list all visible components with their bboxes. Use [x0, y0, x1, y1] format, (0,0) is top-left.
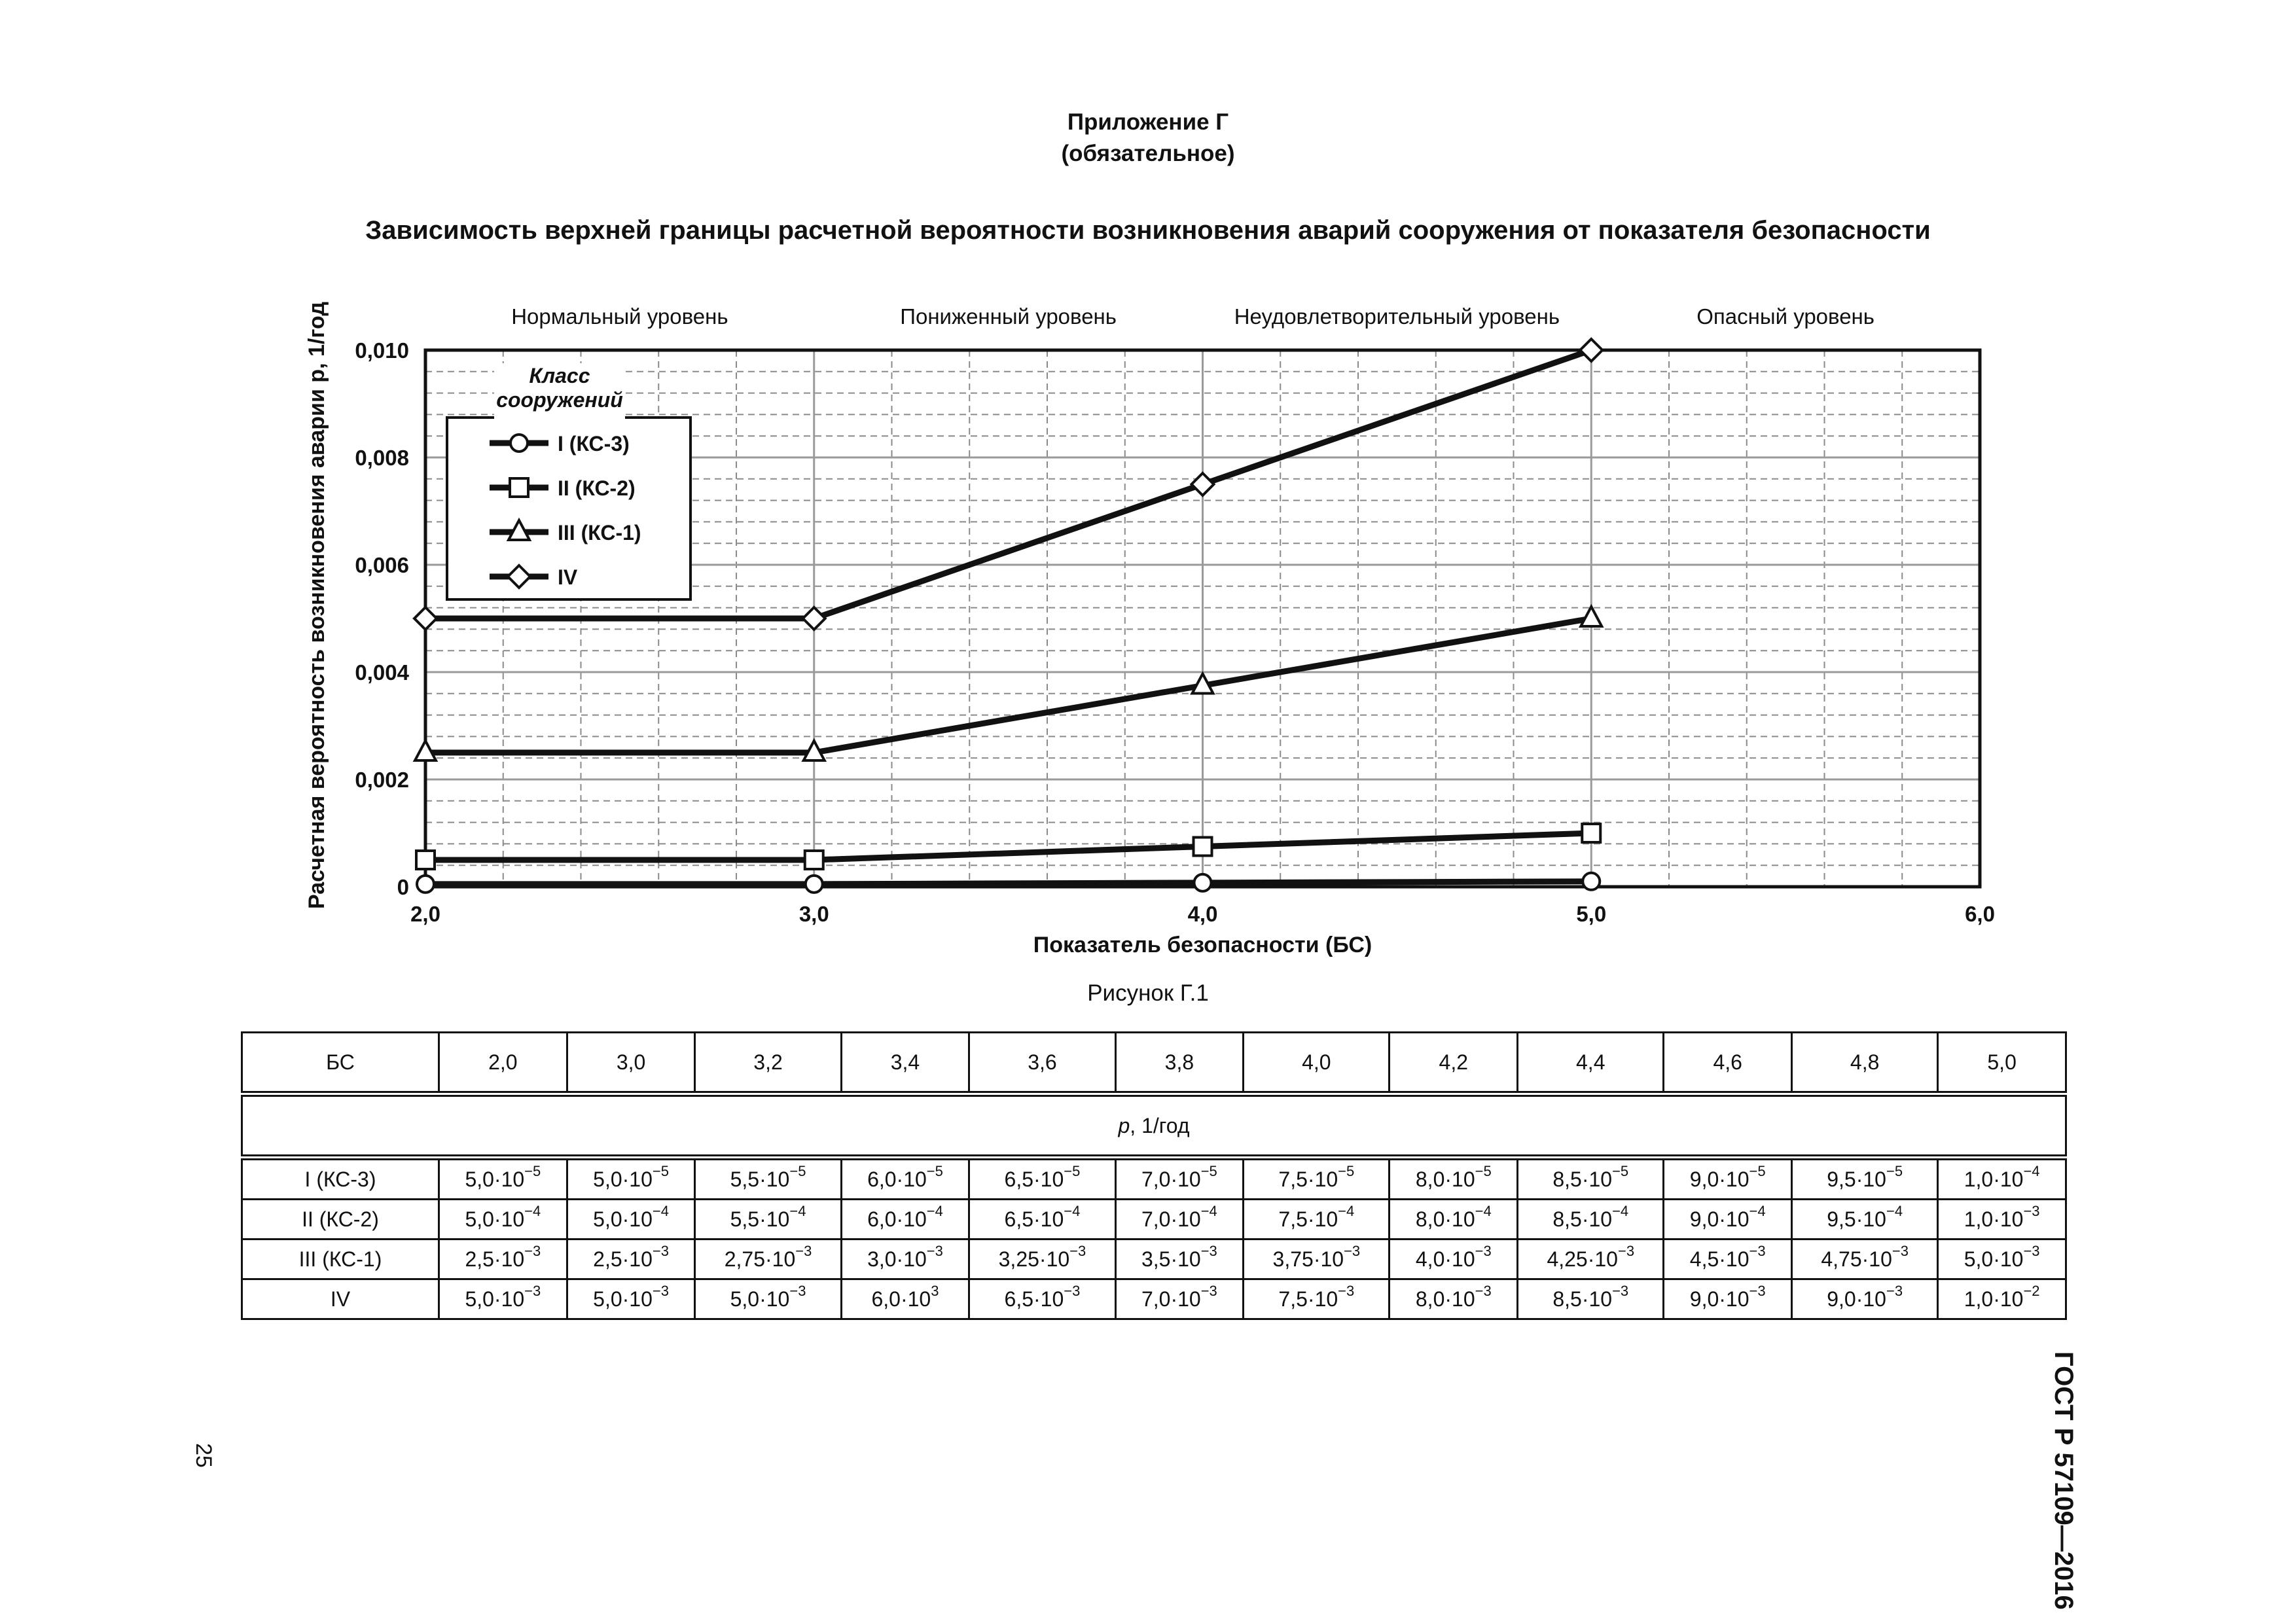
page-number: 25: [191, 1443, 216, 1468]
value-mantissa: 7,0·10: [1141, 1207, 1201, 1231]
x-tick-label: 5,0: [1576, 902, 1607, 926]
figure-caption: Рисунок Г.1: [1087, 980, 1209, 1006]
data-point: [1583, 873, 1600, 890]
value-mantissa: 5,0·10: [465, 1207, 525, 1231]
value-cell: [1115, 1279, 1244, 1319]
level-label: Нормальный уровень: [511, 304, 728, 329]
series-line: [425, 882, 1591, 884]
document-title: Зависимость верхней границы расчетной вероятности возникновения аварий сооружения от показателя безопасности: [365, 216, 1931, 245]
value-mantissa: 3,25·10: [998, 1247, 1070, 1271]
data-point: [1194, 838, 1212, 856]
value-mantissa: 7,5·10: [1278, 1167, 1338, 1191]
value-mantissa: 7,5·10: [1278, 1207, 1338, 1231]
value-exponent: −4: [926, 1202, 943, 1219]
value-exponent: −3: [795, 1242, 812, 1259]
value-cell: [969, 1279, 1115, 1319]
value-mantissa: 4,0·10: [1415, 1247, 1475, 1271]
document-code: ГОСТ Р 57109—2016: [2049, 1351, 2078, 1610]
value-cell: [695, 1279, 841, 1319]
value-mantissa: 6,5·10: [1004, 1167, 1064, 1191]
value-cell: [439, 1158, 567, 1200]
appendix-title: Приложение Г: [1067, 109, 1229, 135]
value-cell: [1664, 1240, 1792, 1279]
value-cell: [567, 1279, 695, 1319]
value-cell: [1938, 1279, 2066, 1319]
value-cell: [1664, 1279, 1792, 1319]
value-exponent: −2: [2023, 1282, 2040, 1299]
legend-label: I (КС-3): [558, 432, 630, 455]
value-exponent: −4: [1749, 1202, 1766, 1219]
x-tick-label: 2,0: [410, 902, 440, 926]
value-mantissa: 9,5·10: [1827, 1207, 1886, 1231]
y-axis-label: Расчетная вероятность возникновения аварии p, 1/год: [304, 302, 329, 909]
value-mantissa: 5,0·10: [593, 1207, 653, 1231]
value-exponent: −3: [524, 1242, 541, 1259]
table-row: [242, 1158, 2066, 1200]
value-mantissa: 2,5·10: [593, 1247, 653, 1271]
value-cell: [969, 1158, 1115, 1200]
value-exponent: −5: [789, 1162, 806, 1179]
value-cell: [1518, 1158, 1664, 1200]
value-exponent: −4: [1886, 1202, 1903, 1219]
value-cell: [1518, 1200, 1664, 1240]
value-exponent: −3: [1200, 1242, 1217, 1259]
y-tick-label: 0,004: [355, 660, 409, 685]
table-row: [242, 1240, 2066, 1279]
value-exponent: −5: [926, 1162, 943, 1179]
x-tick-label: 4,0: [1187, 902, 1218, 926]
value-cell: [1792, 1240, 1938, 1279]
value-cell: [1244, 1158, 1390, 1200]
value-mantissa: 9,0·10: [1827, 1287, 1886, 1311]
header-bs-cell: 4,2: [1390, 1033, 1518, 1094]
value-cell: [567, 1200, 695, 1240]
value-exponent: −3: [2023, 1202, 2040, 1219]
value-cell: [969, 1240, 1115, 1279]
value-cell: [439, 1240, 567, 1279]
value-mantissa: 1,0·10: [1964, 1287, 2024, 1311]
value-exponent: −3: [1069, 1242, 1086, 1259]
value-exponent: −3: [524, 1282, 541, 1299]
value-exponent: −3: [1617, 1242, 1635, 1259]
series-line: [425, 833, 1591, 860]
value-mantissa: 5,0·10: [593, 1287, 653, 1311]
value-cell: [1664, 1200, 1792, 1240]
value-cell: [841, 1240, 969, 1279]
unit-symbol: p: [1118, 1113, 1130, 1137]
value-mantissa: 9,0·10: [1689, 1167, 1749, 1191]
value-cell: [841, 1279, 969, 1319]
value-mantissa: 6,0·10: [867, 1207, 927, 1231]
value-cell: [1938, 1158, 2066, 1200]
header-bs-cell: 4,8: [1792, 1033, 1938, 1094]
unit-cell: p, 1/год: [242, 1094, 2066, 1158]
value-cell: [439, 1279, 567, 1319]
value-cell: [695, 1158, 841, 1200]
value-mantissa: 9,0·10: [1689, 1287, 1749, 1311]
value-exponent: −3: [1475, 1242, 1492, 1259]
row-label-cell: III (КС-1): [242, 1240, 439, 1279]
value-mantissa: 4,5·10: [1689, 1247, 1749, 1271]
value-mantissa: 4,75·10: [1821, 1247, 1892, 1271]
value-mantissa: 2,5·10: [465, 1247, 525, 1271]
value-exponent: −5: [1886, 1162, 1903, 1179]
value-cell: [567, 1240, 695, 1279]
x-tick-label: 3,0: [798, 902, 829, 926]
row-label-cell: I (КС-3): [242, 1158, 439, 1200]
value-cell: [1664, 1158, 1792, 1200]
value-exponent: −4: [1064, 1202, 1081, 1219]
value-mantissa: 5,5·10: [730, 1207, 790, 1231]
value-cell: [1390, 1200, 1518, 1240]
data-point: [417, 876, 434, 893]
header-label-cell: БС: [242, 1033, 439, 1094]
value-mantissa: 5,5·10: [730, 1167, 790, 1191]
header-bs-cell: 5,0: [1938, 1033, 2066, 1094]
legend-title: сооружений: [496, 388, 623, 412]
value-cell: [1244, 1240, 1390, 1279]
legend-label: II (КС-2): [558, 476, 636, 500]
header-bs-cell: 3,8: [1115, 1033, 1244, 1094]
data-point: [805, 851, 823, 869]
value-exponent: −5: [524, 1162, 541, 1179]
value-cell: [695, 1240, 841, 1279]
value-cell: [1792, 1279, 1938, 1319]
value-mantissa: 3,0·10: [867, 1247, 927, 1271]
table-row: [242, 1200, 2066, 1240]
value-exponent: −5: [1338, 1162, 1355, 1179]
legend-label: IV: [558, 565, 578, 589]
value-exponent: −5: [1612, 1162, 1629, 1179]
value-exponent: −3: [1892, 1242, 1909, 1259]
value-mantissa: 1,0·10: [1964, 1207, 2024, 1231]
level-label: Пониженный уровень: [900, 304, 1117, 329]
x-tick-label: 6,0: [1965, 902, 1995, 926]
value-cell: [567, 1158, 695, 1200]
header-bs-cell: 4,4: [1518, 1033, 1664, 1094]
level-labels: [511, 304, 1874, 329]
value-cell: [969, 1200, 1115, 1240]
header-bs-cell: 3,0: [567, 1033, 695, 1094]
value-exponent: −3: [1749, 1242, 1766, 1259]
y-tick-label: 0,002: [355, 768, 409, 792]
value-mantissa: 8,5·10: [1552, 1287, 1613, 1311]
y-tick-label: 0: [397, 875, 409, 899]
header-bs-cell: 3,6: [969, 1033, 1115, 1094]
value-mantissa: 1,0·10: [1964, 1167, 2024, 1191]
value-mantissa: 8,5·10: [1552, 1207, 1613, 1231]
header-bs-cell: 4,0: [1244, 1033, 1390, 1094]
table-row: [242, 1279, 2066, 1319]
level-label: Опасный уровень: [1696, 304, 1874, 329]
data-point: [1194, 874, 1211, 891]
value-exponent: −4: [524, 1202, 541, 1219]
value-cell: [1390, 1279, 1518, 1319]
table-header-row: [242, 1033, 2066, 1094]
header-bs-cell: 4,6: [1664, 1033, 1792, 1094]
value-mantissa: 5,0·10: [1964, 1247, 2024, 1271]
value-cell: [1115, 1240, 1244, 1279]
probability-table: [241, 1031, 2067, 1320]
header-bs-cell: 2,0: [439, 1033, 567, 1094]
value-mantissa: 9,5·10: [1827, 1167, 1886, 1191]
appendix-status: (обязательное): [1061, 141, 1235, 166]
value-mantissa: 8,0·10: [1415, 1287, 1475, 1311]
value-mantissa: 6,5·10: [1004, 1207, 1064, 1231]
value-exponent: −3: [1064, 1282, 1081, 1299]
value-exponent: −3: [1475, 1282, 1492, 1299]
value-exponent: −3: [926, 1242, 943, 1259]
legend-marker: [510, 478, 528, 497]
value-exponent: −5: [1200, 1162, 1217, 1179]
value-mantissa: 4,25·10: [1547, 1247, 1618, 1271]
header-bs-cell: 3,2: [695, 1033, 841, 1094]
value-exponent: −3: [2023, 1242, 2040, 1259]
value-mantissa: 3,5·10: [1141, 1247, 1201, 1271]
value-exponent: −5: [1749, 1162, 1766, 1179]
x-axis-label: Показатель безопасности (БС): [1033, 933, 1372, 957]
value-mantissa: 8,5·10: [1552, 1167, 1613, 1191]
data-point: [1580, 339, 1602, 361]
value-mantissa: 7,0·10: [1141, 1167, 1201, 1191]
value-mantissa: 2,75·10: [724, 1247, 796, 1271]
value-mantissa: 5,0·10: [593, 1167, 653, 1191]
data-point: [416, 851, 435, 869]
value-mantissa: 8,0·10: [1415, 1167, 1475, 1191]
value-exponent: −5: [1064, 1162, 1081, 1179]
series-line: [425, 618, 1591, 753]
data-point: [1192, 473, 1214, 495]
value-cell: [1390, 1240, 1518, 1279]
table-unit-row: [242, 1094, 2066, 1158]
value-exponent: −4: [789, 1202, 806, 1219]
value-exponent: −3: [652, 1242, 669, 1259]
value-exponent: −4: [1612, 1202, 1629, 1219]
value-mantissa: 3,75·10: [1272, 1247, 1344, 1271]
value-exponent: −4: [652, 1202, 669, 1219]
value-exponent: −4: [2023, 1162, 2040, 1179]
value-cell: [439, 1200, 567, 1240]
value-exponent: −3: [1749, 1282, 1766, 1299]
value-cell: [1518, 1240, 1664, 1279]
value-mantissa: 6,5·10: [1004, 1287, 1064, 1311]
value-cell: [1938, 1240, 2066, 1279]
value-cell: [1115, 1200, 1244, 1240]
legend-marker: [511, 435, 528, 452]
value-mantissa: 5,0·10: [730, 1287, 790, 1311]
value-mantissa: 7,0·10: [1141, 1287, 1201, 1311]
data-point: [1582, 824, 1600, 842]
value-exponent: −5: [652, 1162, 669, 1179]
row-label-cell: II (КС-2): [242, 1200, 439, 1240]
y-tick-label: 0,006: [355, 553, 409, 577]
value-exponent: −4: [1200, 1202, 1217, 1219]
value-mantissa: 8,0·10: [1415, 1207, 1475, 1231]
value-exponent: −4: [1338, 1202, 1355, 1219]
value-cell: [841, 1200, 969, 1240]
data-point: [806, 876, 823, 893]
value-cell: [1244, 1200, 1390, 1240]
legend-title: Класс: [529, 364, 590, 387]
value-exponent: −3: [1886, 1282, 1903, 1299]
value-exponent: −3: [1200, 1282, 1217, 1299]
legend-label: III (КС-1): [558, 521, 641, 544]
value-cell: [1938, 1200, 2066, 1240]
value-cell: [1518, 1279, 1664, 1319]
level-label: Неудовлетворительный уровень: [1234, 304, 1560, 329]
value-exponent: −5: [1475, 1162, 1492, 1179]
value-exponent: −4: [1475, 1202, 1492, 1219]
row-label-cell: IV: [242, 1279, 439, 1319]
value-exponent: −3: [1612, 1282, 1629, 1299]
header-bs-cell: 3,4: [841, 1033, 969, 1094]
value-mantissa: 6,0·10: [871, 1287, 931, 1311]
chart-legend: [447, 363, 691, 599]
value-cell: [1792, 1200, 1938, 1240]
value-mantissa: 7,5·10: [1278, 1287, 1338, 1311]
value-exponent: −3: [1344, 1242, 1361, 1259]
data-point: [1581, 607, 1602, 626]
y-tick-label: 0,008: [355, 446, 409, 470]
value-exponent: −3: [789, 1282, 806, 1299]
value-exponent: 3: [931, 1282, 939, 1299]
value-cell: [1115, 1158, 1244, 1200]
value-mantissa: 9,0·10: [1689, 1207, 1749, 1231]
value-exponent: −3: [1338, 1282, 1355, 1299]
data-point: [414, 607, 437, 630]
value-mantissa: 6,0·10: [867, 1167, 927, 1191]
value-cell: [1244, 1279, 1390, 1319]
value-mantissa: 5,0·10: [465, 1167, 525, 1191]
value-cell: [1390, 1158, 1518, 1200]
value-cell: [695, 1200, 841, 1240]
value-mantissa: 5,0·10: [465, 1287, 525, 1311]
data-point: [803, 607, 825, 630]
y-tick-label: 0,010: [355, 338, 409, 363]
value-exponent: −3: [652, 1282, 669, 1299]
value-cell: [841, 1158, 969, 1200]
value-cell: [1792, 1158, 1938, 1200]
